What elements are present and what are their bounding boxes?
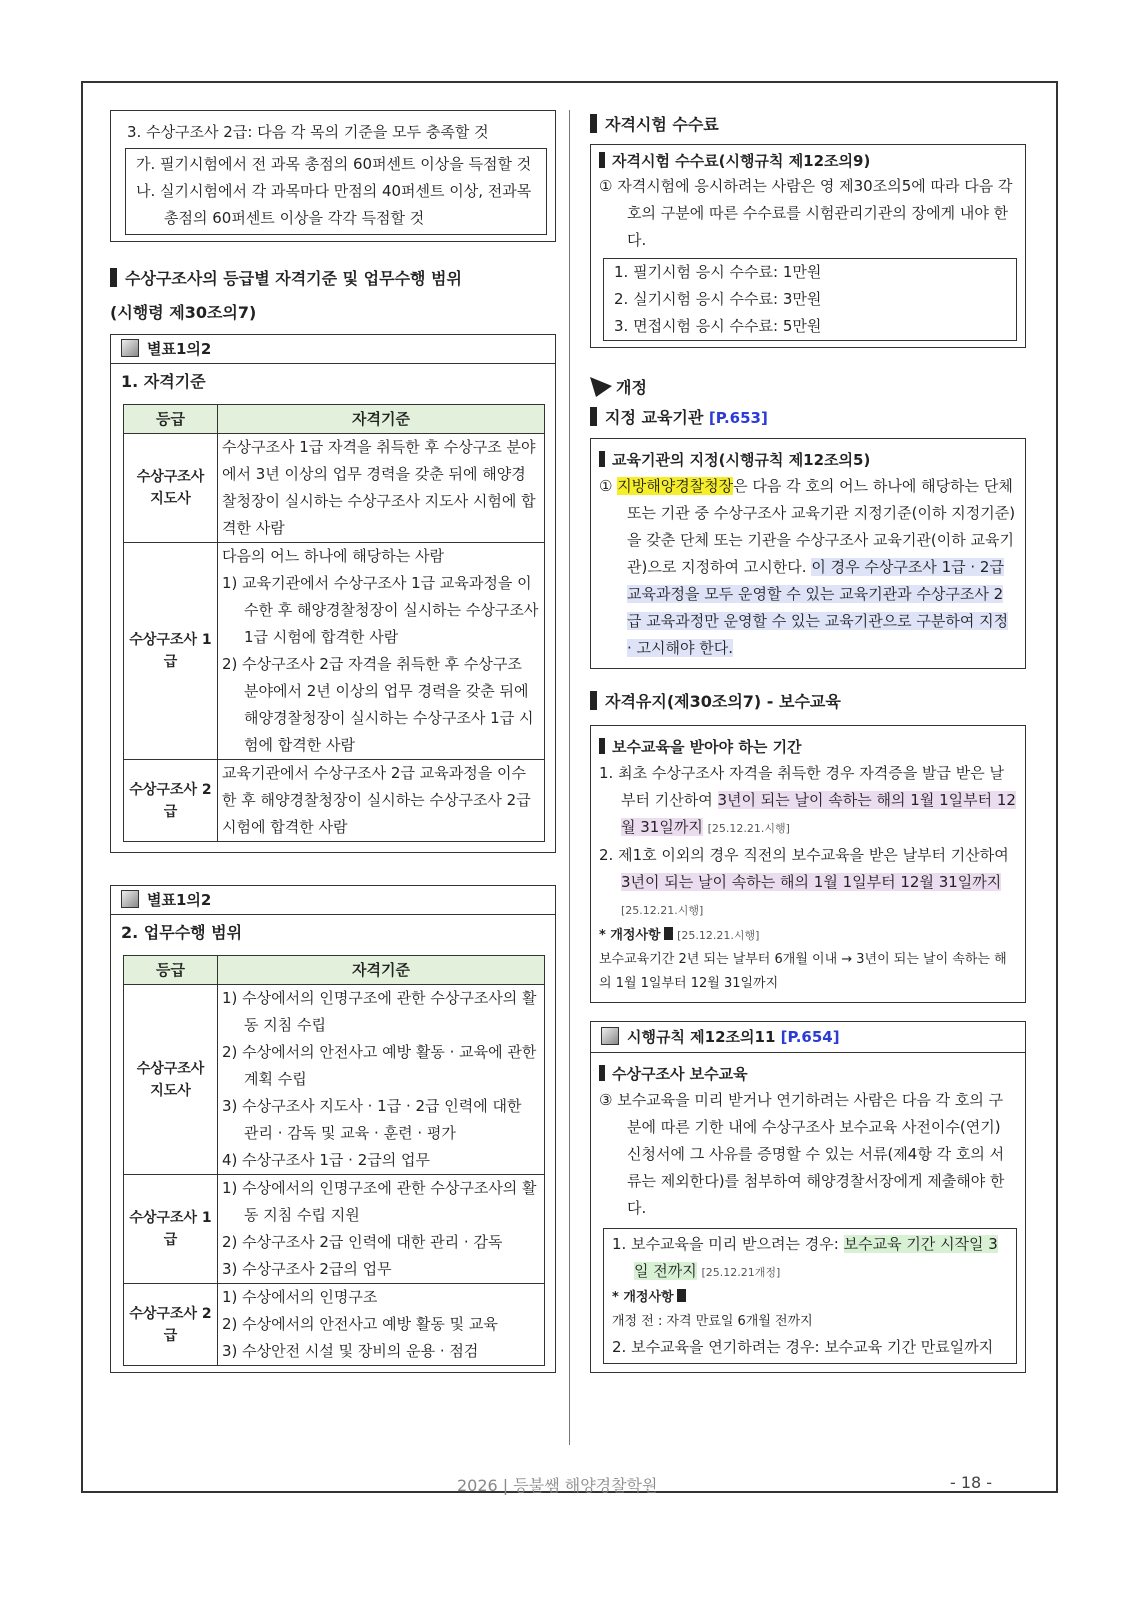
list-item: 3. 면접시험 응시 수수료: 5만원 bbox=[614, 317, 822, 335]
table1-box bbox=[110, 334, 556, 853]
table-row: 수상구조사 지도사 수상구조사 1급 자격을 취득한 후 수상구조 분야에서 3년 이상의 업무 경력을 갖춘 뒤에 해양경찰청장이 실시하는 수상구조사 지도사 시험에 합격한 사람 bbox=[124, 434, 545, 543]
list-item: 2. 실기시험 응시 수수료: 3만원 bbox=[614, 290, 822, 308]
rule-item-2: 2. 보수교육을 연기하려는 경우: 보수교육 기간 만료일까지 bbox=[612, 1338, 994, 1356]
rule-tag: 시행규칙 제12조의11 [P.654] bbox=[591, 1022, 1025, 1053]
table2-box bbox=[110, 885, 556, 1373]
table-row: 수상구조사 1급 1) 수상에서의 인명구조에 관한 수상구조사의 활동 지침 수립 지원 2) 수상구조사 2급 인력에 대한 관리 · 감독 3) 수상구조사 2급의 업무 bbox=[124, 1175, 545, 1284]
rule-box bbox=[590, 1021, 1026, 1373]
table1-tag: 별표1의2 bbox=[111, 335, 555, 364]
table2-tag: 별표1의2 bbox=[111, 886, 555, 915]
table-row: 수상구조사 지도사 1) 수상에서의 인명구조에 관한 수상구조사의 활동 지침 수립 2) 수상에서의 안전사고 예방 활동 · 교육에 관한 계획 수립 3) 수상구조사 지도사 · 1급 · 2급 인력에 대한 관리 · 감독 및 교육 · 훈련 · 평가 4) 수상구조사 1급 · 2급의 업무 bbox=[124, 985, 545, 1175]
page-number: - 18 - bbox=[950, 1473, 993, 1492]
checkbox-icon bbox=[121, 890, 139, 908]
item-3: 3. 수상구조사 2급: 다음 각 목의 기준을 모두 충족할 것 bbox=[127, 123, 489, 141]
rule-subheading: 수상구조사 보수교육 bbox=[599, 1061, 1017, 1087]
revision-label: 개정 bbox=[590, 374, 1040, 402]
checkbox-icon bbox=[121, 339, 139, 357]
fee-para: ① 자격시험에 응시하려는 사람은 영 제30조의5에 따라 다음 각 호의 구분에 따른 수수료를 시험관리기관의 장에게 내야 한다. bbox=[599, 177, 1013, 249]
fee-heading: 자격시험 수수료 bbox=[590, 110, 1040, 140]
table-row: 수상구조사 2급 1) 수상에서의 인명구조 2) 수상에서의 안전사고 예방 활동 및 교육 3) 수상안전 시설 및 장비의 운용 · 점검 bbox=[124, 1284, 545, 1366]
table-row: 수상구조사 1급 다음의 어느 하나에 해당하는 사람 1) 교육기관에서 수상구조사 1급 교육과정을 이수한 후 해양경찰청장이 실시하는 수상구조사 1급 시험에 합격한 사람 2) 수상구조사 2급 자격을 취득한 후 수상구조 분야에서 2년 이상의 업무 경력을 갖춘 뒤에 해양경찰청장이 실시하는 수상구조사 1급 시험에 합격한 사람 bbox=[124, 543, 545, 760]
maint-heading: 자격유지(제30조의7) - 보수교육 bbox=[590, 687, 1040, 717]
section-heading: 수상구조사의 등급별 자격기준 및 업무수행 범위 bbox=[110, 262, 556, 296]
square-icon bbox=[664, 927, 673, 940]
rule-item-1: 1. 보수교육을 미리 받으려는 경우: 보수교육 기간 시작일 3일 전까지 [25.12.21개정] bbox=[612, 1235, 998, 1280]
item-b: 나. 실기시험에서 각 과목마다 만점의 40퍼센트 이상, 전과목 총점의 60퍼센트 이상을 각각 득점할 것 bbox=[136, 182, 532, 227]
fee-subheading: 자격시험 수수료(시행규칙 제12조의9) bbox=[599, 149, 1017, 173]
square-icon bbox=[677, 1289, 686, 1302]
qualification-box bbox=[110, 110, 556, 242]
maint-item-2: 2. 제1호 이외의 경우 직전의 보수교육을 받은 날부터 기산하여 3년이 되는 날이 속하는 해의 1월 1일부터 12월 31일까지 [25.12.21.시행] bbox=[599, 846, 1009, 917]
table1-title: 1. 자격기준 bbox=[121, 372, 206, 391]
rule-note-text: 개정 전 : 자격 만료일 6개월 전까지 bbox=[612, 1314, 813, 1329]
inst-heading: 지정 교육기관 [P.653] bbox=[590, 402, 1040, 434]
maint-note-text: 보수교육기간 2년 되는 날부터 6개월 이내 → 3년이 되는 날이 속하는 해의 1월 1일부터 12월 31일까지 bbox=[599, 952, 1007, 991]
fee-box bbox=[590, 144, 1026, 348]
inst-para: ① 지방해양경찰청장은 다음 각 호의 어느 하나에 해당하는 단체 또는 기관 중 수상구조사 교육기관 지정기준(이하 지정기준)을 갖춘 단체 또는 기관을 수상구조사 교육기관(이하 교육기관)으로 지정하여 고시한다. 이 경우 수상구조사 1급 · 2급 교육과정을 모두 운영할 수 있는 교육기관과 수상구조사 2급 교육과정만 운영할 수 있는 교육기관으로 구분하여 지정 · 고시해야 한다. bbox=[599, 477, 1016, 657]
rule-note-label: * 개정사항 bbox=[612, 1286, 1008, 1310]
section-heading-ref: (시행령 제30조의7) bbox=[110, 303, 257, 322]
maint-item-1: 1. 최초 수상구조사 자격을 취득한 경우 자격증을 발급 받은 날부터 기산하여 3년이 되는 날이 속하는 해의 1월 1일부터 12월 31일까지 [25.12.21.시행] bbox=[599, 764, 1016, 836]
maint-subheading: 보수교육을 받아야 하는 기간 bbox=[599, 734, 1017, 760]
checkbox-icon bbox=[601, 1027, 619, 1045]
table2-title: 2. 업무수행 범위 bbox=[121, 923, 243, 942]
inst-box bbox=[590, 438, 1026, 669]
list-item: 1. 필기시험 응시 수수료: 1만원 bbox=[614, 263, 822, 281]
table-row: 수상구조사 2급 교육기관에서 수상구조사 2급 교육과정을 이수한 후 해양경찰청장이 실시하는 수상구조사 2급 시험에 합격한 사람 bbox=[124, 760, 545, 842]
left-column bbox=[110, 110, 556, 1373]
fee-list bbox=[603, 258, 1017, 341]
rule-para: ③ 보수교육을 미리 받거나 연기하려는 사람은 다음 각 호의 구분에 따른 기한 내에 수상구조사 보수교육 사전이수(연기) 신청서에 그 사유를 증명할 수 있는 서류(제4항 각 호의 서류는 제외한다)를 첨부하여 해양경찰서장에게 제출해야 한다. bbox=[599, 1091, 1005, 1217]
maint-box bbox=[590, 725, 1026, 1003]
rule-list bbox=[603, 1228, 1017, 1364]
right-column bbox=[590, 110, 1040, 1373]
footer-text: 2026 | 등불쌤 해양경찰학원 bbox=[457, 1476, 658, 1495]
maint-note-label: * 개정사항 [25.12.21.시행] bbox=[599, 928, 760, 943]
item-a: 가. 필기시험에서 전 과목 총점의 60퍼센트 이상을 득점할 것 bbox=[136, 155, 532, 173]
inst-subheading: 교육기관의 지정(시행규칙 제12조의5) bbox=[599, 447, 1017, 473]
duty-table: 등급 자격기준 수상구조사 지도사 1) 수상에서의 인명구조에 관한 수상구조사의 활동 지침 수립 2) 수상에서의 안전사고 예방 활동 · 교육에 관한 계획 수립 3) 수상구조사 지도사 · 1급 · 2급 인력에 대한 관리 · 감독 및 교육 · 훈련 · 평가 4) 수상구조사 1급 · 2급의 업무 수상구조사 1급 1) 수상에서의 인명구조에 관한 수상구조사의 활동 지침 수립 지원 2) 수상구조사 2급 인력에 대한 관리 · 감독 3) 수상구조사 2급의 업무 수상구조사 2급 1) 수상에서의 인명구조 2) 수상에서의 안전사고 예방 활동 및 교육 3) 수상안전 시설 및 장비의 운용 · 점검 bbox=[123, 955, 545, 1366]
column-divider bbox=[569, 110, 570, 1445]
qualification-table: 등급 자격기준 수상구조사 지도사 수상구조사 1급 자격을 취득한 후 수상구조 분야에서 3년 이상의 업무 경력을 갖춘 뒤에 해양경찰청장이 실시하는 수상구조사 지도사 시험에 합격한 사람 수상구조사 1급 다음의 어느 하나에 해당하는 사람 1) 교육기관에서 수상구조사 1급 교육과정을 이수한 후 해양경찰청장이 실시하는 수상구조사 1급 시험에 합격한 사람 2) 수상구조사 2급 자격을 취득한 후 수상구조 분야에서 2년 이상의 업무 경력을 갖춘 뒤에 해양경찰청장이 실시하는 수상구조사 1급 시험에 합격한 사람 수상구조사 2급 교육기관에서 수상구조사 2급 교육과정을 이수한 후 해양경찰청장이 실시하는 수상구조사 2급 시험에 합격한 사람 bbox=[123, 404, 545, 842]
pencil-icon bbox=[590, 377, 612, 397]
